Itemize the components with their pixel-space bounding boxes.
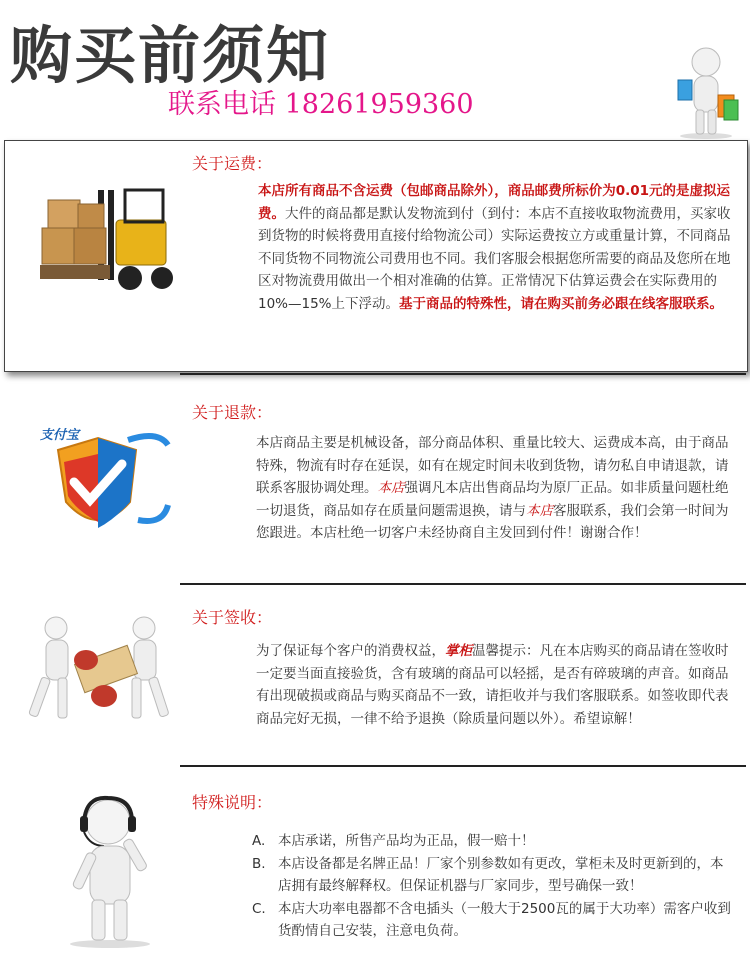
shop-mark-2: 本店 [526, 502, 553, 519]
signing-text-1: 为了保证每个客户的消费权益， [256, 643, 445, 659]
list-marker: A. [252, 833, 266, 849]
signing-title: 关于签收： [192, 608, 273, 627]
keeper-mark: 掌柜 [445, 643, 472, 659]
shipping-note-body: 大件的商品都是默认发物流到付（到付：本店不直接收取物流费用，买家收到货物的时候将费用直接付给物流公司）实际运费按立方或重量计算，不同商品不同货物不同物流公司费用也不同。我们客服会根据您所需要的商品及您所在地区对物流费用做出一个相对准确的估算。正常情况下估算运费会在实际费用的10%—15%上下浮动。 [258, 205, 731, 312]
list-item [252, 853, 736, 898]
handover-figures-icon [20, 610, 180, 735]
section-divider [180, 583, 746, 585]
special-list [252, 830, 736, 943]
refund-text [256, 432, 734, 545]
list-item-text: 本店设备都是名牌正品！厂家个别参数如有更改，掌柜未及时更新到的，本店拥有最终解释权。但保证机器与厂家同步，型号确保一致！ [278, 855, 724, 894]
refund-text-1: 本店商品主要是机械设备，部分商品体积、重量比较大、运费成本高，由于商品特殊，物流有时存在延误，如有在规定时间未收到货物，请勿私自申请退款，请联系客服协调处理。 [256, 435, 729, 496]
list-item-text: 本店承诺，所售产品均为正品，假一赔十！ [278, 833, 535, 849]
refund-text-2: 强调凡本店出售商品均为原厂正品。如非质量问题杜绝一切退货，商品如存在质量问题需退换，请与 [256, 480, 729, 519]
refund-text-3: 客服联系，我们会第一时间为您跟进。本店杜绝一切客户未经协商自主发回到付件！谢谢合作！ [256, 502, 729, 541]
special-title: 特殊说明： [192, 793, 273, 812]
list-item [252, 830, 736, 853]
shop-mark: 本店 [377, 480, 405, 496]
shipping-note-red-2: 基于商品的特殊性，请在购买前务必跟在线客服联系。 [399, 295, 724, 312]
list-marker: C. [252, 900, 266, 917]
contact-phone: 联系电话 18261959360 [168, 89, 474, 120]
signing-text-2: 温馨提示：凡在本店购买的商品请在签收时一定要当面直接验货，含有玻璃的商品可以轻摇，是否有碎玻璃的声音。如商品有出现破损或商品与购买商品不一致，请拒收并与我们客服联系。如签收即代表商品完好无损，一律不给予退换（除质量问题以外）。希望谅解！ [256, 643, 729, 727]
list-item-text: 本店大功率电器都不含电插头（一般大于2500瓦的属于大功率）需客户收到货酌情自己安装，注意电负荷。 [278, 900, 731, 939]
shipping-note-red: 本店所有商品不含运费（包邮商品除外），商品邮费所标价为0.01元的是虚拟运费。 [258, 183, 731, 222]
list-marker: B. [252, 855, 266, 872]
forklift-icon [30, 170, 180, 310]
list-item [252, 898, 736, 943]
refund-title: 关于退款： [192, 403, 273, 422]
shipping-title: 关于运费： [192, 154, 273, 173]
signing-text [256, 640, 734, 730]
section-divider [180, 373, 746, 375]
section-divider [180, 765, 746, 767]
shopping-figure-icon [670, 40, 742, 140]
alipay-label: 支付宝 [40, 428, 80, 443]
customer-service-figure-icon [50, 790, 170, 950]
page-title: 购买前须知 [10, 19, 331, 92]
shipping-text [258, 180, 736, 315]
